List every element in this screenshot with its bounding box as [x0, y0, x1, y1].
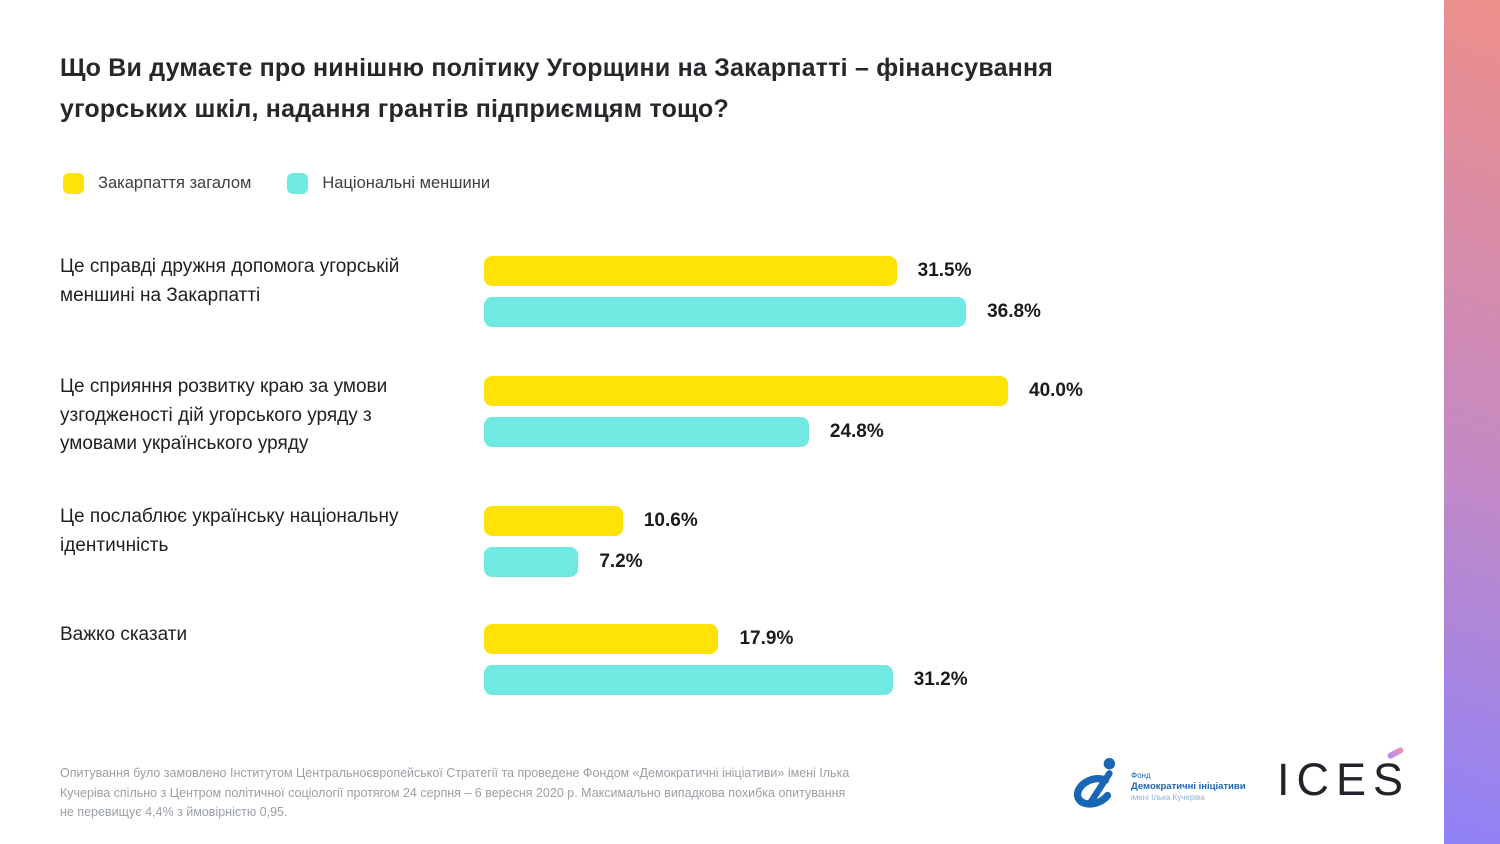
dif-logo-line1: Фонд	[1131, 770, 1151, 780]
bar-row	[484, 297, 1170, 327]
legend-swatch	[287, 173, 308, 194]
bar-row	[484, 417, 1170, 447]
bar-value-label: 17.9%	[739, 628, 794, 649]
bar-row	[484, 624, 1170, 654]
ices-logo-text: ICES	[1277, 754, 1411, 805]
bar	[484, 256, 897, 286]
group-bars	[484, 506, 1170, 577]
democratic-initiatives-logo	[1072, 756, 1246, 817]
chart-group	[60, 256, 1170, 327]
legend-swatch	[63, 173, 84, 194]
bar-value-label: 7.2%	[599, 551, 643, 572]
bar-value-label: 31.5%	[917, 260, 972, 281]
page-title: Що Ви думаєте про нинішню політику Угорщини на Закарпатті – фінансування угорських шкіл, надання грантів підприємцям тощо?	[60, 54, 1054, 123]
category-label: Це сприяння розвитку краю за умови узгодженості дій угорського уряду з умовами українського уряду	[60, 376, 388, 454]
bar-row	[484, 506, 1170, 536]
democratic-initiatives-logo-text	[1131, 771, 1246, 803]
category-label: Важко сказати	[60, 624, 188, 645]
group-bars	[484, 376, 1170, 447]
group-bars	[484, 256, 1170, 327]
legend-item	[63, 173, 251, 194]
bar	[484, 297, 966, 327]
chart-group	[60, 376, 1170, 454]
bar-chart	[60, 256, 1170, 695]
chart-group	[60, 506, 1170, 577]
bar-value-label: 10.6%	[643, 510, 698, 531]
dif-logo-line3: імені Ілька Кучеріва	[1131, 792, 1205, 802]
ices-logo	[1277, 754, 1411, 805]
bar-row	[484, 547, 1170, 577]
bar-row	[484, 665, 1170, 695]
bar-row	[484, 376, 1170, 406]
chart-group	[60, 624, 1170, 695]
bar	[484, 376, 1008, 406]
group-bars	[484, 624, 1170, 695]
legend-label: Національні меншини	[322, 174, 491, 192]
democratic-initiatives-mark-icon	[1072, 756, 1124, 817]
bar-value-label: 24.8%	[829, 421, 884, 442]
legend-label: Закарпаття загалом	[98, 174, 252, 192]
category-label: Це послаблює українську національну ідентичність	[60, 506, 399, 556]
bar-value-label: 31.2%	[913, 669, 968, 690]
dif-logo-line2: Демократичні ініціативи	[1131, 780, 1246, 792]
bar-value-label: 40.0%	[1029, 380, 1083, 401]
bar	[484, 506, 623, 536]
bar-value-label: 36.8%	[987, 301, 1041, 322]
bar	[484, 547, 578, 577]
bar	[484, 665, 893, 695]
legend-item	[287, 173, 490, 194]
legend	[63, 173, 490, 194]
bar	[484, 417, 809, 447]
bar	[484, 624, 718, 654]
gradient-stripe	[1444, 0, 1500, 844]
bar-row	[484, 256, 1170, 286]
footnote: Опитування було замовлено Інститутом Центральноєвропейської Стратегії та проведене Фондом «Демократичні ініціативи» імені Ілька Кучеріва спільно з Центром політичної соціології протягом 24 серпня – 6 вересня 2020 р. Максимально випадкова похибка опитування не перевищує 4,4% з ймовірністю 0,95.	[60, 766, 850, 819]
category-label: Це справді дружня допомога угорській меншині на Закарпатті	[60, 256, 400, 306]
